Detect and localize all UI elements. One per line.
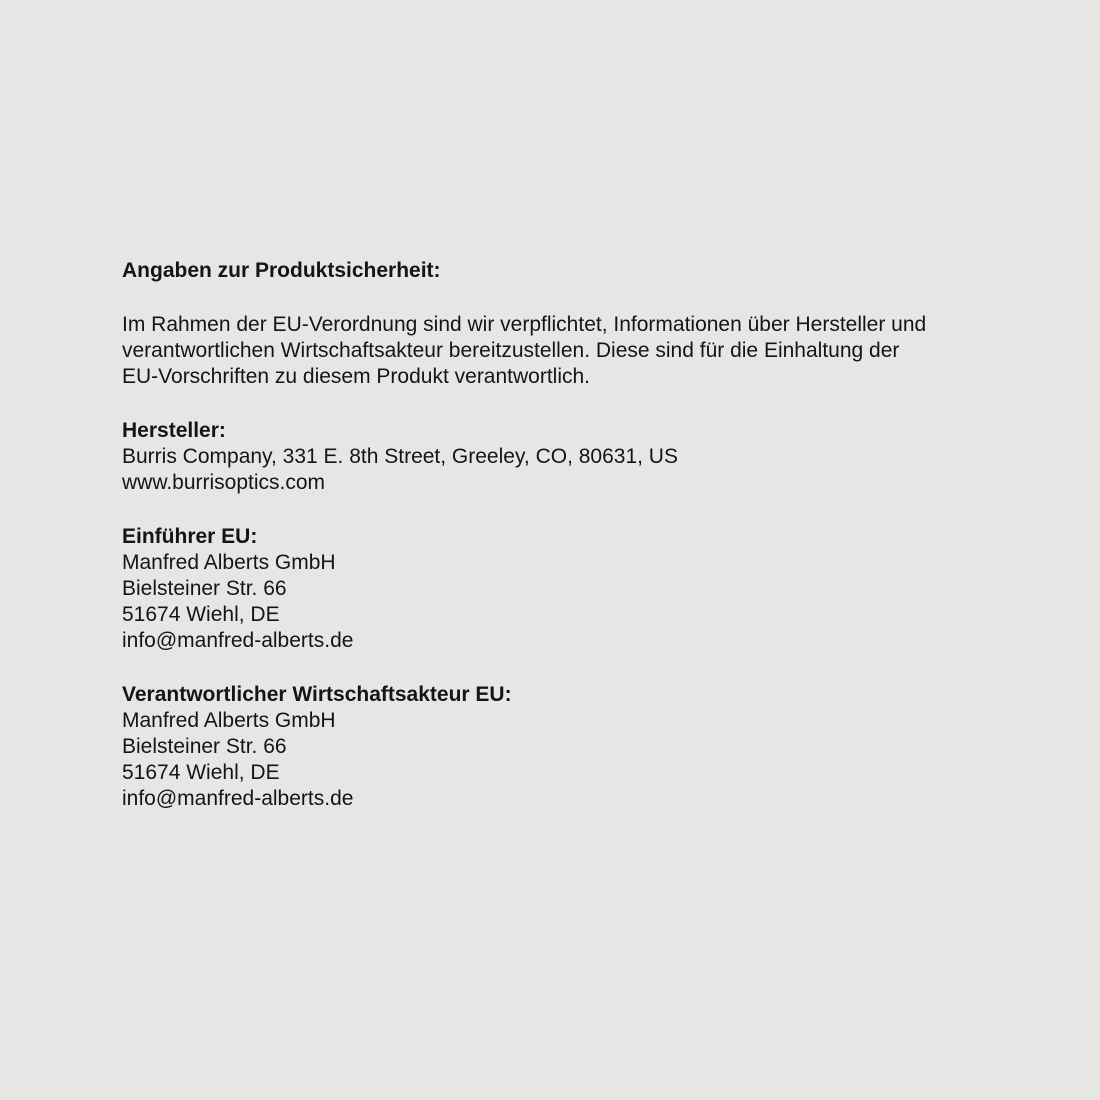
manufacturer-address: Burris Company, 331 E. 8th Street, Greeley, CO, 80631, US <box>122 445 678 468</box>
importer-company: Manfred Alberts GmbH <box>122 551 336 574</box>
manufacturer-heading: Hersteller: <box>122 419 226 442</box>
responsible-actor-street: Bielsteiner Str. 66 <box>122 735 287 758</box>
responsible-actor-company: Manfred Alberts GmbH <box>122 709 336 732</box>
importer-street: Bielsteiner Str. 66 <box>122 577 287 600</box>
importer-email: info@manfred-alberts.de <box>122 629 354 652</box>
title-block <box>122 258 926 284</box>
intro-line-3: EU-Vorschriften zu diesem Produkt verantwortlich. <box>122 365 591 388</box>
manufacturer-section <box>122 418 926 496</box>
intro-paragraph <box>122 312 926 390</box>
page-title: Angaben zur Produktsicherheit: <box>122 259 441 282</box>
importer-heading: Einführer EU: <box>122 525 258 548</box>
responsible-actor-city: 51674 Wiehl, DE <box>122 761 280 784</box>
intro-line-1: Im Rahmen der EU-Verordnung sind wir verpflichtet, Informationen über Hersteller und <box>122 313 927 336</box>
manufacturer-website: www.burrisoptics.com <box>122 471 326 494</box>
responsible-actor-heading: Verantwortlicher Wirtschaftsakteur EU: <box>122 683 512 706</box>
responsible-actor-email: info@manfred-alberts.de <box>122 787 354 810</box>
importer-city: 51674 Wiehl, DE <box>122 603 280 626</box>
responsible-actor-section <box>122 682 926 812</box>
intro-line-2: verantwortlichen Wirtschaftsakteur bereitzustellen. Diese sind für die Einhaltung der <box>122 339 900 362</box>
product-safety-info <box>122 258 926 812</box>
importer-section <box>122 524 926 654</box>
